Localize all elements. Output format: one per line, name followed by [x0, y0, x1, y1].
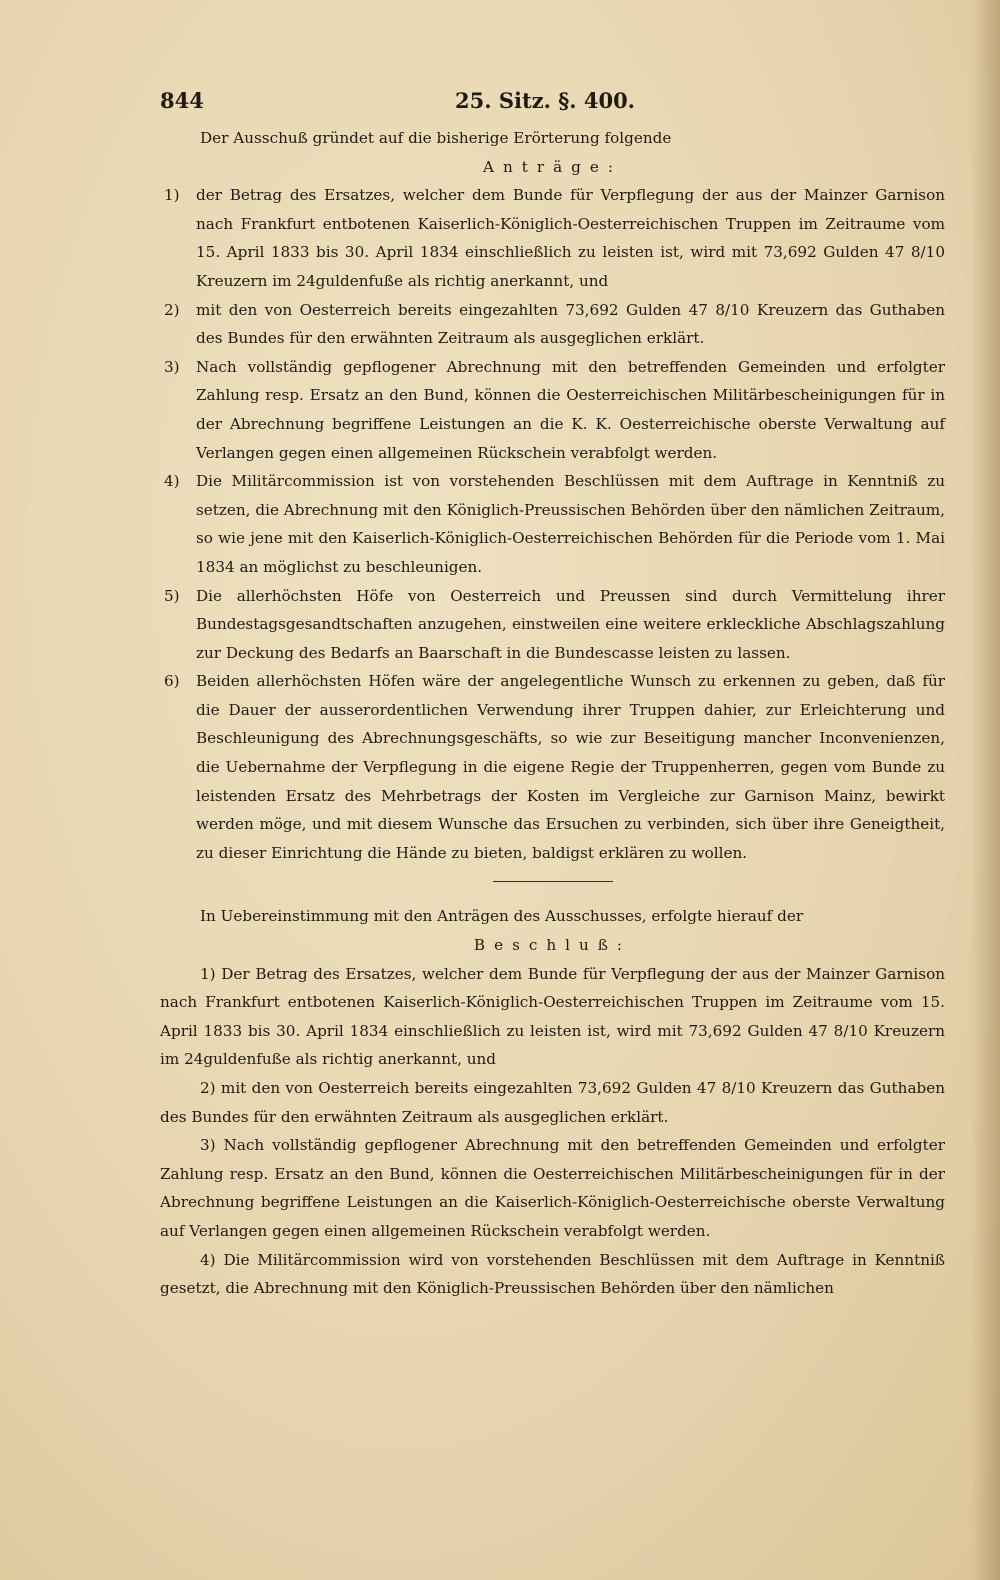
antrag-text: Nach vollständig gepflogener Abrechnung mit den betreffenden Gemeinden und erfolgter Zahlung resp. Ersatz an den Bund, können die Oesterreichischen Militärbescheinigungen für in der Abrechnung begriffene Leistungen an die K. K. Oesterreichische oberste Verwaltung auf Verlangen gegen einen allgemeinen Rückschein verabfolgt werden. [196, 357, 945, 462]
section-divider [493, 881, 613, 882]
antrag-text: mit den von Oesterreich bereits eingezahlten 73,692 Gulden 47 8/10 Kreuzern das Guthaben des Bundes für den erwähnten Zeitraum als ausgeglichen erklärt. [196, 300, 945, 348]
beschluss-item: 4) Die Militärcommission wird von vorstehenden Beschlüssen mit dem Auftrage in Kenntniß gesetzt, die Abrechnung mit den Königlich-Preussischen Behörden über den nämlichen [160, 1250, 945, 1298]
antrag-item [160, 181, 945, 295]
antrag-text: Die allerhöchsten Höfe von Oesterreich und Preussen sind durch Vermittelung ihrer Bundestagsgesandtschaften anzugehen, einstweilen eine weitere erkleckliche Abschlagszahlung zur Deckung des Bedarfs an Baarschaft in die Bundescasse leisten zu lassen. [196, 586, 945, 662]
beschluss-item: 2) mit den von Oesterreich bereits eingezahlten 73,692 Gulden 47 8/10 Kreuzern das Guthaben des Bundes für den erwähnten Zeitraum als ausgeglichen erklärt. [160, 1079, 945, 1126]
page-body [160, 124, 945, 1303]
beschluss-item: 1) Der Betrag des Ersatzes, welcher dem Bunde für Verpflegung der aus der Mainzer Garnison nach Frankfurt entbotenen Kaiserlich-Königlich-Oesterreichischen Truppen im Zeitraume vom 15. April 1833 bis 30. April 1834 einschließlich zu leisten ist, wird mit 73,692 Gulden 47 8/10 Kreuzern im 24guldenfuße als richtig anerkannt, und [160, 964, 945, 1069]
antrag-text: Beiden allerhöchsten Höfen wäre der angelegentliche Wunsch zu erkennen zu geben, daß für die Dauer der ausserordentlichen Verwendung ihrer Truppen dahier, zur Erleichterung und Beschleunigung des Abrechnungsgeschäfts, so wie zur Beseitigung mancher Inconvenienzen, die Uebernahme der Verpflegung in die eigene Regie der Truppenherren, gegen vom Bunde zu leistenden Ersatz des Mehrbetrags der Kosten im Vergleiche zur Garnison Mainz, bewirkt werden möge, und mit diesem Wunsche das Ersuchen zu verbinden, sich über ihre Geneigtheit, zu dieser Einrichtung die Hände zu bieten, baldigst erklären zu wollen. [196, 672, 945, 862]
antrag-item [160, 582, 945, 668]
beschluss-heading: Beschluß: [473, 936, 632, 955]
intro-paragraph: Der Ausschuß gründet auf die bisherige Erörterung folgende [200, 129, 672, 147]
antrag-item [160, 353, 945, 467]
running-title: 25. Sitz. §. 400. [455, 88, 635, 113]
antrag-item [160, 296, 945, 353]
page-header [160, 88, 940, 118]
antrag-number: 6) [164, 672, 180, 691]
antrag-number: 2) [164, 300, 180, 319]
antrag-number: 4) [164, 472, 180, 491]
antraege-heading: Anträge: [483, 157, 622, 176]
antrag-number: 3) [164, 357, 180, 376]
antrag-text: der Betrag des Ersatzes, welcher dem Bunde für Verpflegung der aus der Mainzer Garnison nach Frankfurt entbotenen Kaiserlich-Königlich-Oesterreichischen Truppen im Zeitraume vom 15. April 1833 bis 30. April 1834 einschließlich zu leisten ist, wird mit 73,692 Gulden 47 8/10 Kreuzern im 24guldenfuße als richtig anerkannt, und [196, 186, 945, 290]
page-number: 844 [160, 88, 204, 113]
antrag-text: Die Militärcommission ist von vorstehenden Beschlüssen mit dem Auftrage in Kenntniß zu setzen, die Abrechnung mit den Königlich-Preussischen Behörden über den nämlichen Zeitraum, so wie jene mit den Kaiserlich-Königlich-Oesterreichischen Behörden für die Periode vom 1. Mai 1834 an möglichst zu beschleunigen. [196, 472, 945, 576]
antrag-item [160, 667, 945, 867]
antrag-number: 5) [164, 586, 180, 605]
page-edge-shadow [970, 0, 1000, 1580]
beschluss-item: 3) Nach vollständig gepflogener Abrechnung mit den betreffenden Gemeinden und erfolgter Zahlung resp. Ersatz an den Bund, können die Oesterreichischen Militärbescheinigungen für in der Abrechnung begriffene Leistungen an die Kaiserlich-Königlich-Oesterreichische oberste Verwaltung auf Verlangen gegen einen allgemeinen Rückschein verabfolgt werden. [160, 1136, 945, 1240]
uebereinstimmung-paragraph: In Uebereinstimmung mit den Anträgen des Ausschusses, erfolgte hierauf der [200, 907, 804, 926]
antrag-item [160, 467, 945, 581]
antrag-number: 1) [164, 186, 180, 205]
